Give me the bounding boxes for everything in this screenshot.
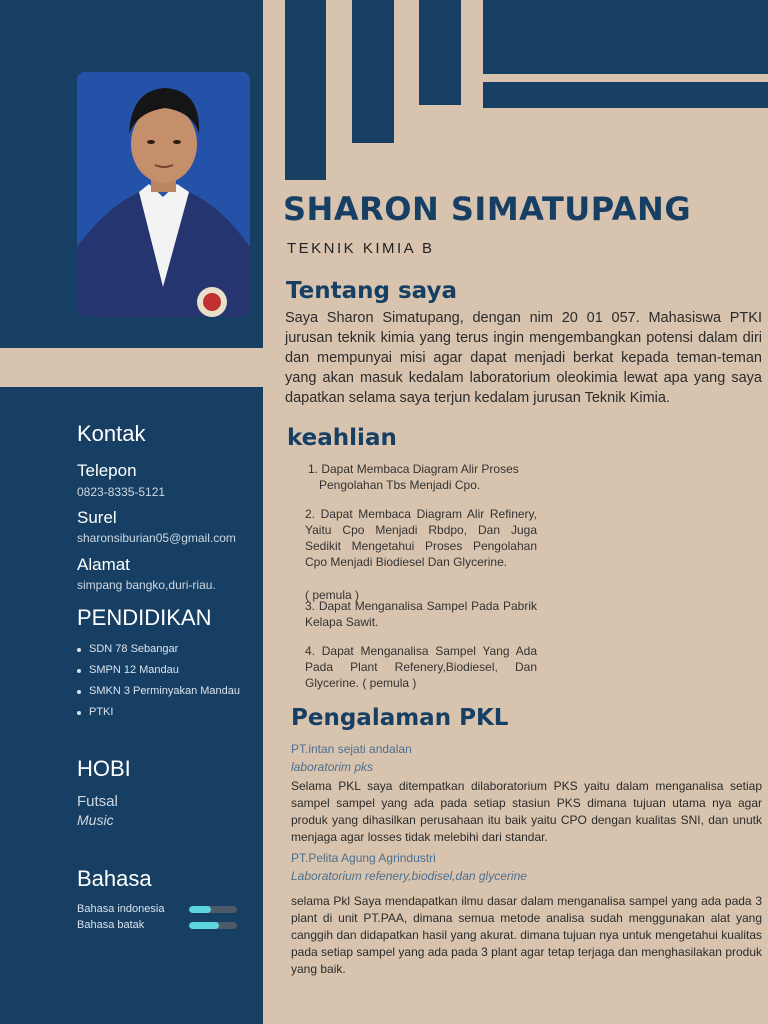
- skill-item-2: 2. Dapat Membaca Diagram Alir Refinery, Yaitu Cpo Menjadi Rbdpo, Dan Juga Sedikit Mengetahui Proses Pengolahan Cpo Menjadi Biodiesel Dan Glycerine.: [305, 507, 537, 569]
- education-heading: PENDIDIKAN: [77, 605, 212, 630]
- decor-bar-4: [483, 0, 768, 74]
- person-portrait-icon: [77, 72, 250, 317]
- decor-bar-2: [352, 0, 394, 143]
- language-list: [77, 903, 237, 935]
- address-label: Alamat: [77, 555, 130, 574]
- education-list: [77, 643, 240, 727]
- hobby-item-futsal: Futsal: [77, 793, 118, 810]
- skill-item-3: 3. Dapat Menganalisa Sampel Pada Pabrik Kelapa Sawit.: [305, 599, 537, 629]
- person-name: SHARON SIMATUPANG: [283, 190, 692, 228]
- language-row: [77, 919, 237, 931]
- education-item: SDN 78 Sebangar: [77, 643, 240, 655]
- language-bar: [189, 922, 237, 929]
- pkl-description: selama Pkl Saya mendapatkan ilmu dasar dalam menganalisa sampel yang ada pada 3 plant di unit PT.PAA, dimana semua metode analisa sudah menggunakan alat yang canggih dan didapatkan hasil yang akurat. dimana tujuan nya untuk mengetahui kualitas pada setiap sampel yang ada pada 3 plant agar tetap terjaga dan menghasilakan produk yang baik.: [291, 894, 763, 976]
- about-heading: Tentang saya: [286, 278, 457, 304]
- language-heading: Bahasa: [77, 866, 152, 891]
- skill-item-2-note: ( pemula ): [305, 588, 360, 602]
- language-row: [77, 903, 237, 915]
- education-item: SMPN 12 Mandau: [77, 664, 240, 676]
- person-subtitle: TEKNIK KIMIA B: [287, 240, 435, 257]
- contact-heading: Kontak: [77, 421, 146, 446]
- language-bar-fill: [189, 906, 211, 913]
- language-bar: [189, 906, 237, 913]
- skill-item-4: 4. Dapat Menganalisa Sampel Yang Ada Pada Plant Refenery,Biodiesel, Dan Glycerine. ( pemula ): [305, 644, 537, 690]
- language-label: Bahasa batak: [77, 919, 145, 931]
- phone-value: 0823-8335-5121: [77, 485, 166, 499]
- education-item: PTKI: [77, 706, 240, 718]
- hobby-heading: HOBI: [77, 756, 131, 781]
- skill-item-1-line2: Pengolahan Tbs Menjadi Cpo.: [319, 478, 481, 492]
- pkl-description: Selama PKL saya ditempatkan dilaboratorium PKS yaitu dalam menganalisa setiap sampel sampel yang ada pada setiap stasiun PKS dimana tujuan utama nya agar produk yang dihasilkan perusahaan itu baik yaitu CPO dengan kualitas SNI, dan unutk menjaga agar losses tidak melebihi dari standar.: [291, 779, 762, 844]
- decor-bar-5: [483, 82, 768, 108]
- language-label: Bahasa indonesia: [77, 903, 165, 915]
- pkl-company: PT.intan sejati andalan: [291, 742, 412, 756]
- address-value: simpang bangko,duri-riau.: [77, 578, 216, 592]
- hobby-item-music: Music: [77, 812, 114, 828]
- pkl-role: Laboratorium refenery,biodisel,dan glycerine: [291, 869, 527, 883]
- profile-photo: [77, 72, 250, 317]
- skill-item-1-line1: 1. Dapat Membaca Diagram Alir Proses: [308, 462, 519, 476]
- language-bar-fill: [189, 922, 219, 929]
- decor-bar-3: [419, 0, 461, 105]
- phone-label: Telepon: [77, 461, 137, 480]
- about-text: Saya Sharon Simatupang, dengan nim 20 01 057. Mahasiswa PTKI jurusan teknik kimia yang terus ingin mengembangkan potensi dalam diri dan mempunyai misi agar dapat menjadi berkat kepada teman-teman yang akan masuk kedalam laboratorium oleokimia lewat apa yang saya dapatkan selama saya terjun kedalam jurusan Teknik Kimia.: [285, 310, 762, 406]
- pkl-heading: Pengalaman PKL: [291, 705, 509, 731]
- sidebar-divider-band: [0, 348, 263, 387]
- pkl-company: PT.Pelita Agung Agrindustri: [291, 851, 436, 865]
- skills-heading: keahlian: [287, 425, 397, 451]
- email-value: sharonsiburian05@gmail.com: [77, 531, 236, 545]
- pkl-role: laboratorim pks: [291, 760, 374, 774]
- skill-item-1: [305, 461, 537, 493]
- decor-bar-1: [285, 0, 326, 180]
- education-item: SMKN 3 Perminyakan Mandau: [77, 685, 240, 697]
- email-label: Surel: [77, 508, 117, 527]
